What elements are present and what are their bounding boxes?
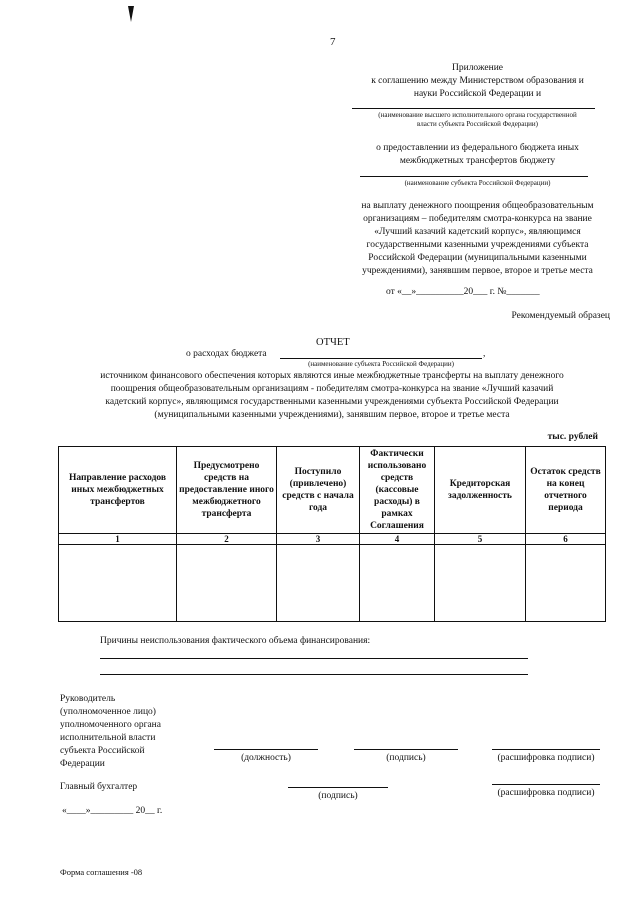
table-cell[interactable] [435,545,526,622]
reasons-label: Причины неиспользования фактического объема финансирования: [100,636,371,646]
appendix-line: к соглашению между Министерством образования и [371,76,584,86]
head-line: уполномоченного органа [60,720,161,730]
caption [340,111,615,129]
column-number: 4 [360,534,435,545]
column-number: 1 [59,534,177,545]
form-footer: Форма соглашения -08 [60,867,143,877]
blank-line [280,358,482,359]
table-header-row [59,447,606,534]
purpose-line: учреждениями), занявшим первое, второе и третье места [362,266,593,276]
head-line: Федерации [60,759,105,769]
scan-mark [128,6,134,22]
expenses-label: о расходах бюджета [186,349,267,359]
signature-caption: (подпись) [318,791,358,801]
accountant-title: Главный бухгалтер [60,782,138,792]
decoding-caption: (расшифровка подписи) [497,788,595,798]
expenses-comma: , [483,349,486,359]
table-cell[interactable] [177,545,277,622]
purpose-line: государственными казенными учреждениями субъекта [366,240,589,250]
table-cell[interactable] [59,545,177,622]
decoding-caption: (расшифровка подписи) [497,753,595,763]
report-body-line: источником финансового обеспечения которых являются иные межбюджетные трансферты на выплату денежного [100,371,564,381]
provide-line: межбюджетных трансфертов бюджету [399,156,556,166]
column-number: 6 [526,534,606,545]
head-line: (уполномоченное лицо) [60,707,156,717]
column-number: 2 [177,534,277,545]
provide-line: о предоставлении из федерального бюджета иных [376,143,579,153]
caption: (наименование субъекта Российской Федерации) [404,179,551,187]
table-cell[interactable] [526,545,606,622]
decoding-line[interactable] [492,749,600,750]
signature-line[interactable] [288,787,388,788]
table-header-cell: Кредиторская задолженность [435,447,526,534]
report-table [58,446,606,622]
purpose-line: Российской Федерации (муниципальными казенными [368,253,587,263]
appendix-block [340,62,615,101]
signature-line[interactable] [354,749,458,750]
column-number: 3 [277,534,360,545]
decoding-line[interactable] [492,784,600,785]
caption-line: власти субъекта Российской Федерации) [417,120,538,128]
purpose-line: на выплату денежного поощрения общеобразовательным [361,201,594,211]
table-header-cell: Предусмотрено средств на предоставление иного межбюджетного трансферта [177,447,277,534]
appendix-title: Приложение [452,63,503,73]
purpose-line: организациям – победителям смотра-конкурса на звание [363,214,592,224]
sign-date: «____»_________ 20__ г. [62,806,163,816]
purpose-line: «Лучший казачий кадетский корпус», являющимся [374,227,581,237]
recommended-label: Рекомендуемый образец [511,311,610,321]
agreement-date: от «__»__________20___ г. №_______ [386,287,540,297]
table-header-cell: Направление расходов иных межбюджетных трансфертов [59,447,177,534]
blank-line [360,176,588,177]
blank-line [100,674,528,675]
report-body [42,370,622,422]
position-line[interactable] [214,749,318,750]
report-body-line: кадетский корпус», являющимся государственными казенными учреждениями субъекта Российской Федерации [105,397,559,407]
unit-label: тыс. рублей [547,432,598,442]
table-header-cell: Поступило (привлечено) средств с начала года [277,447,360,534]
head-line: Руководитель [60,694,116,704]
table-cell[interactable] [360,545,435,622]
blank-line [352,108,595,109]
table-cell[interactable] [277,545,360,622]
report-title: ОТЧЕТ [316,337,350,348]
table-header-cell: Остаток средств на конец отчетного периода [526,447,606,534]
appendix-line: науки Российской Федерации и [413,89,542,99]
purpose-block [338,200,617,278]
report-body-line: (муниципальными казенными учреждениями), занявшим первое, второе и третье места [154,410,510,420]
blank-line [100,658,528,659]
report-body-line: поощрения общеобразовательным организациям - победителям смотра-конкурса на звание «Лучший казачий [110,384,554,394]
page-number: 7 [330,36,336,48]
caption: (наименование субъекта Российской Федерации) [308,360,454,368]
table-number-row [59,534,606,545]
provide-block [340,142,615,168]
head-title [60,693,210,771]
position-caption: (должность) [241,753,291,763]
head-line: субъекта Российской [60,746,145,756]
signature-caption: (подпись) [386,753,426,763]
column-number: 5 [435,534,526,545]
head-line: исполнительной власти [60,733,156,743]
table-row [59,545,606,622]
caption-line: (наименование высшего исполнительного органа государственной [378,111,577,119]
table-header-cell: Фактически использовано средств (кассовые расходы) в рамках Соглашения [360,447,435,534]
